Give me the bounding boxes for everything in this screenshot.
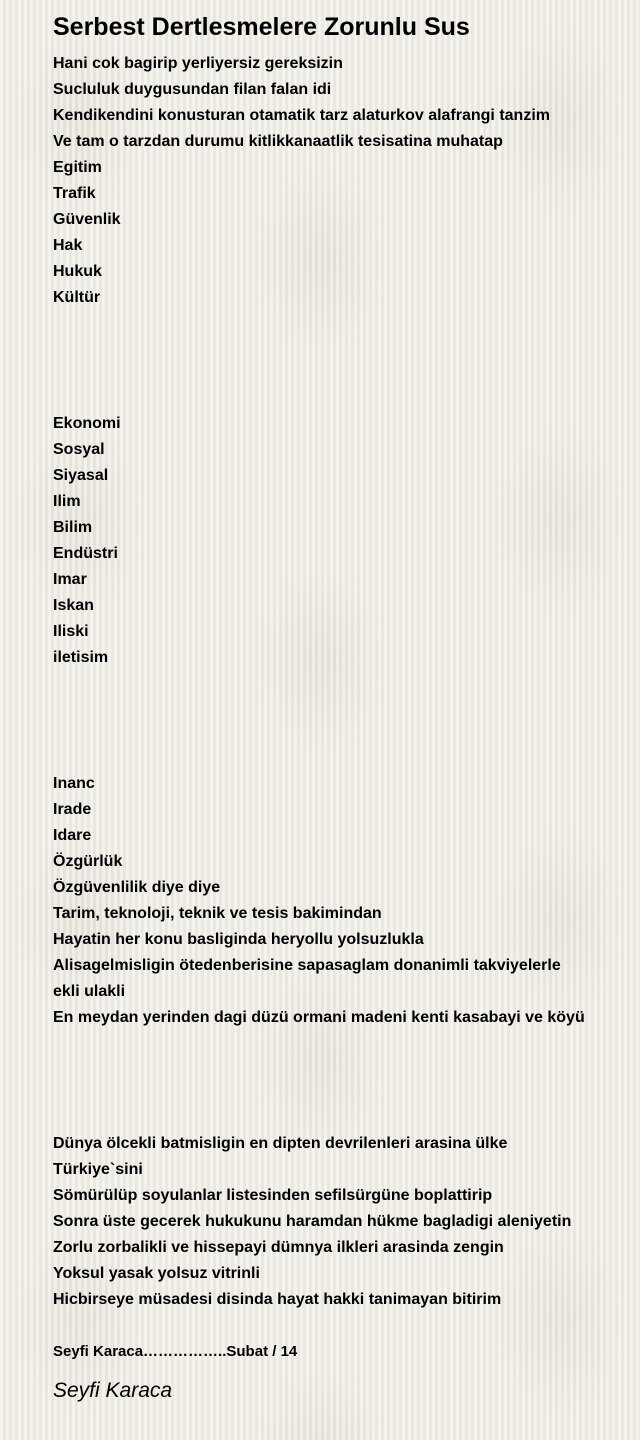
stanza-gap <box>53 671 620 771</box>
stanza-1 <box>53 51 620 311</box>
stanza-3 <box>53 771 620 1031</box>
poem-line: Ve tam o tarzdan durumu kitlikkanaatlik tesisatina muhatap <box>53 133 503 150</box>
poem-line: Güvenlik <box>53 211 121 228</box>
poem-line: Tarim, teknoloji, teknik ve tesis bakimindan <box>53 905 382 922</box>
poem-title: Serbest Dertlesmelere Zorunlu Sus <box>53 13 470 41</box>
stanza-2 <box>53 411 620 671</box>
author-name: Seyfi Karaca <box>53 1379 173 1402</box>
poem-line: Hani cok bagirip yerliyersiz gereksizin <box>53 55 343 72</box>
poem-line: Kültür <box>53 289 101 306</box>
poem-line: ekli ulakli <box>53 983 126 1000</box>
poem-line: Iliski <box>53 623 89 640</box>
poem-line: Hayatin her konu basliginda heryollu yolsuzlukla <box>53 931 424 948</box>
poem-line: Trafik <box>53 185 96 202</box>
poem-line: Alisagelmisligin ötedenberisine sapasaglam donanimli takviyelerle <box>53 957 561 974</box>
poem-line: En meydan yerinden dagi düzü ormani madeni kenti kasabayi ve köyü <box>53 1009 585 1026</box>
poem-line: Hukuk <box>53 263 102 280</box>
poem-line: Inanc <box>53 775 95 792</box>
stanza-gap <box>53 311 620 411</box>
poem-line: Yoksul yasak yolsuz vitrinli <box>53 1265 260 1282</box>
poem-line: Iskan <box>53 597 94 614</box>
poem-line: Özgürlük <box>53 853 123 870</box>
stanza-4 <box>53 1131 620 1313</box>
poem-line: Imar <box>53 571 87 588</box>
poem-line: Ilim <box>53 493 81 510</box>
poem-line: Sucluluk duygusundan filan falan idi <box>53 81 332 98</box>
poem-body <box>53 51 620 1365</box>
stanza-gap <box>53 1031 620 1131</box>
poem-line: Endüstri <box>53 545 118 562</box>
poem-line: Türkiye`sini <box>53 1161 143 1178</box>
signature-line: Seyfi Karaca……………..Subat / 14 <box>53 1343 298 1360</box>
poem-line: Idare <box>53 827 92 844</box>
poem-line: iletisim <box>53 649 109 666</box>
poem-line: Sonra üste gecerek hukukunu haramdan hükme bagladigi aleniyetin <box>53 1213 572 1230</box>
poem-line: Bilim <box>53 519 93 536</box>
poem-line: Kendikendini konusturan otamatik tarz alaturkov alafrangi tanzim <box>53 107 550 124</box>
poem-line: Sömürülüp soyulanlar listesinden sefilsürgüne boplattirip <box>53 1187 493 1204</box>
poem-line: Özgüvenlilik diye diye <box>53 879 221 896</box>
poem-line: Dünya ölcekli batmisligin en dipten devrilenleri arasina ülke <box>53 1135 508 1152</box>
poem-line: Hak <box>53 237 83 254</box>
poem-line: Sosyal <box>53 441 105 458</box>
poem-line: Irade <box>53 801 92 818</box>
poem-line: Hicbirseye müsadesi disinda hayat hakki tanimayan bitirim <box>53 1291 502 1308</box>
poem-line: Zorlu zorbalikli ve hissepayi dümnya ilkleri arasinda zengin <box>53 1239 504 1256</box>
poem-line: Siyasal <box>53 467 109 484</box>
poem-line: Egitim <box>53 159 102 176</box>
poem-line: Ekonomi <box>53 415 121 432</box>
stanza-gap <box>53 1313 620 1339</box>
